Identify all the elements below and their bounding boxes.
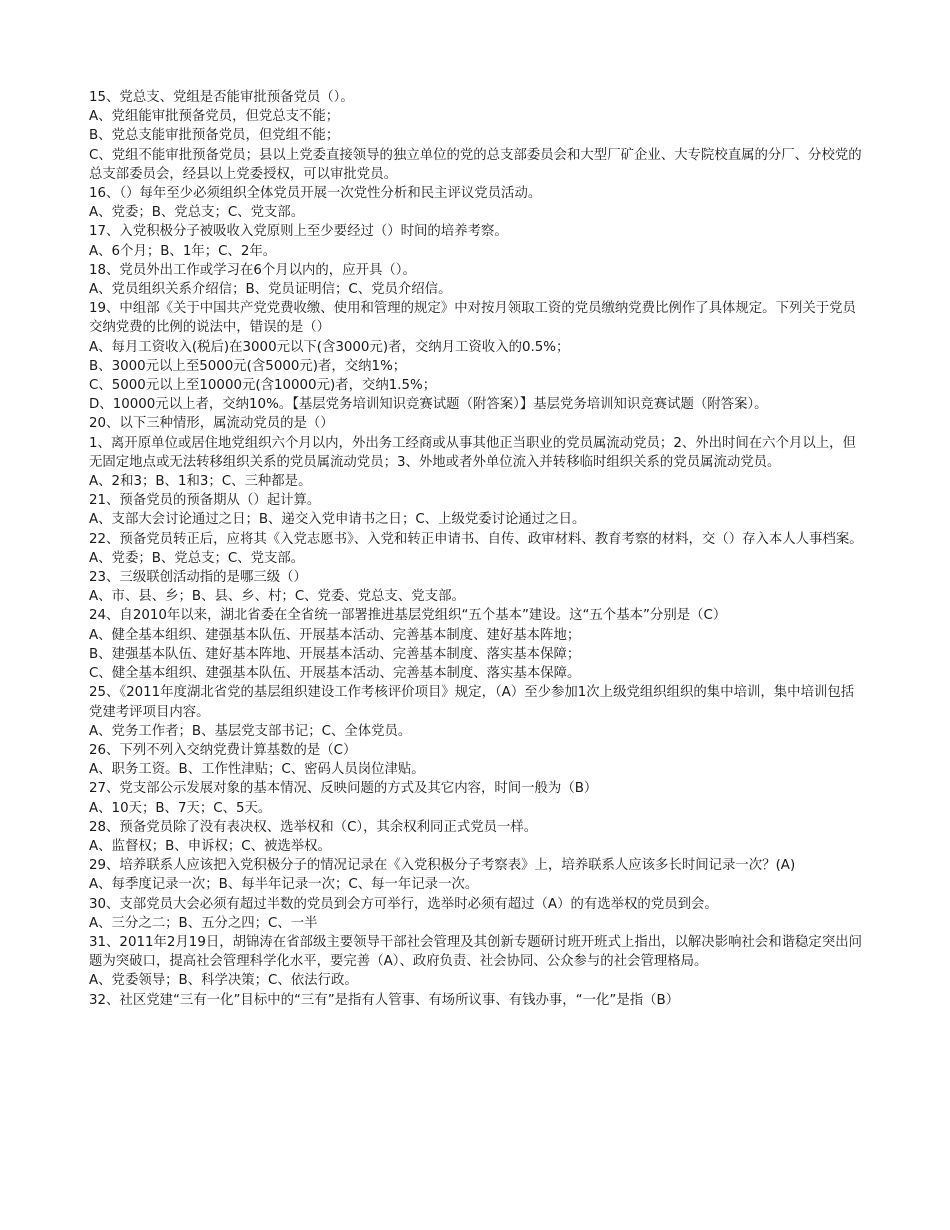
question-22: 22、预备党员转正后，应将其《入党志愿书》、入党和转正申请书、自传、政审材料、教育考察的材料，交（）存入本人人事档案。 — [89, 531, 863, 547]
question-30: 30、支部党员大会必须有超过半数的党员到会方可举行，选举时必须有超过（A）的有选举权的党员到会。 — [89, 896, 718, 912]
option-line: A、党委；B、党总支；C、党支部。 — [89, 205, 305, 221]
option-line: A、三分之二；B、五分之四；C、一半 — [89, 915, 318, 931]
question-list — [89, 88, 864, 1010]
option-line: D、10000元以上者，交纳10%。【基层党务培训知识竞赛试题（附答案）】基层党务培训知识竞赛试题（附答案）。 — [89, 397, 768, 413]
option-line: A、党组能审批预备党员，但党总支不能； — [89, 109, 340, 125]
question-24: 24、自2010年以来，湖北省委在全省统一部署推进基层党组织“五个基本”建设。这“五个基本”分别是（C） — [89, 608, 727, 624]
option-line: A、每月工资收入(税后)在3000元以下(含3000元)者，交纳月工资收入的0.5%； — [89, 339, 570, 355]
option-line: A、6个月；B、1年；C、2年。 — [89, 243, 277, 259]
option-line: A、10天；B、7天；C、5天。 — [89, 800, 272, 816]
option-line: A、职务工资。B、工作性津贴；C、密码人员岗位津贴。 — [89, 762, 425, 778]
question-31: 31、2011年2月19日，胡锦涛在省部级主要领导干部社会管理及其创新专题研讨班开班式上指出，以解决影响社会和谐稳定突出问题为突破口，提高社会管理科学化水平，要完善（A）、政府负责、社会协同、公众参与的社会管理格局。 — [89, 934, 862, 970]
option-line: A、2和3；B、1和3；C、三种都是。 — [89, 474, 312, 490]
option-line: C、党组不能审批预备党员；县以上党委直接领导的独立单位的党的总支部委员会和大型厂矿企业、大专院校直属的分厂、分校党的总支部委员会，经县以上党委授权，可以审批党员。 — [89, 147, 862, 182]
question-20: 20、以下三种情形，属流动党员的是（） — [89, 416, 334, 432]
option-line: A、党委；B、党总支；C、党支部。 — [89, 550, 305, 566]
question-23: 23、三级联创活动指的是哪三级（） — [89, 570, 307, 586]
option-line: A、健全基本组织、建强基本队伍、开展基本活动、完善基本制度、建好基本阵地； — [89, 627, 581, 643]
scenario-text: 1、离开原单位或居住地党组织六个月以内，外出务工经商或从事其他正当职业的党员属流动党员；2、外出时间在六个月以上，但无固定地点或无法转移组织关系的党员属流动党员；3、外地或者外单位流入并转移临时组织关系的党员属流动党员。 — [89, 435, 856, 470]
option-line: B、建强基本队伍、建好基本阵地、开展基本活动、完善基本制度、落实基本保障； — [89, 646, 581, 662]
option-line: A、监督权；B、申诉权；C、被选举权。 — [89, 838, 331, 854]
question-25: 25、《2011年度湖北省党的基层组织建设工作考核评价项目》规定，（A）至少参加1次上级党组织组织的集中培训，集中培训包括党建考评项目内容。 — [89, 685, 855, 720]
option-line: A、党委领导；B、科学决策；C、依法行政。 — [89, 973, 358, 989]
option-line: C、健全基本组织、建强基本队伍、开展基本活动、完善基本制度、落实基本保障。 — [89, 666, 581, 682]
option-line: A、每季度记录一次；B、每半年记录一次；C、每一年记录一次。 — [89, 877, 479, 893]
option-line: B、3000元以上至5000元(含5000元)者，交纳1%； — [89, 358, 407, 374]
option-line: A、市、县、乡；B、县、乡、村；C、党委、党总支、党支部。 — [89, 589, 465, 605]
question-29: 29、培养联系人应该把入党积极分子的情况记录在《入党积极分子考察表》上，培养联系人应该多长时间记录一次？(A) — [89, 858, 796, 874]
question-21: 21、预备党员的预备期从（）起计算。 — [89, 493, 321, 509]
question-28: 28、预备党员除了没有表决权、选举权和（C），其余权利同正式党员一样。 — [89, 819, 538, 835]
question-19: 19、中组部《关于中国共产党党费收缴、使用和管理的规定》中对按月领取工资的党员缴纳党费比例作了具体规定。下列关于党员交纳党费的比例的说法中，错误的是（） — [89, 301, 856, 336]
question-27: 27、党支部公示发展对象的基本情况、反映问题的方式及其它内容，时间一般为（B） — [89, 781, 598, 797]
question-26: 26、下列不列入交纳党费计算基数的是（C） — [89, 742, 357, 758]
question-32: 32、社区党建“三有一化”目标中的“三有”是指有人管事、有场所议事、有钱办事，“一化”是指（B） — [89, 992, 680, 1008]
question-16: 16、（）每年至少必须组织全体党员开展一次党性分析和民主评议党员活动。 — [89, 186, 542, 202]
question-17: 17、入党积极分子被吸收入党原则上至少要经过（）时间的培养考察。 — [89, 224, 508, 240]
question-18: 18、党员外出工作或学习在6个月以内的，应开具（）。 — [89, 262, 416, 278]
option-line: A、党员组织关系介绍信；B、党员证明信；C、党员介绍信。 — [89, 282, 452, 298]
option-line: B、党总支能审批预备党员，但党组不能； — [89, 128, 340, 144]
option-line: A、党务工作者；B、基层党支部书记；C、全体党员。 — [89, 723, 412, 739]
option-line: A、支部大会讨论通过之日；B、递交入党申请书之日；C、上级党委讨论通过之日。 — [89, 512, 586, 528]
option-line: C、5000元以上至10000元(含10000元)者，交纳1.5%； — [89, 378, 437, 394]
question-15: 15、党总支、党组是否能审批预备党员（）。 — [89, 90, 354, 105]
